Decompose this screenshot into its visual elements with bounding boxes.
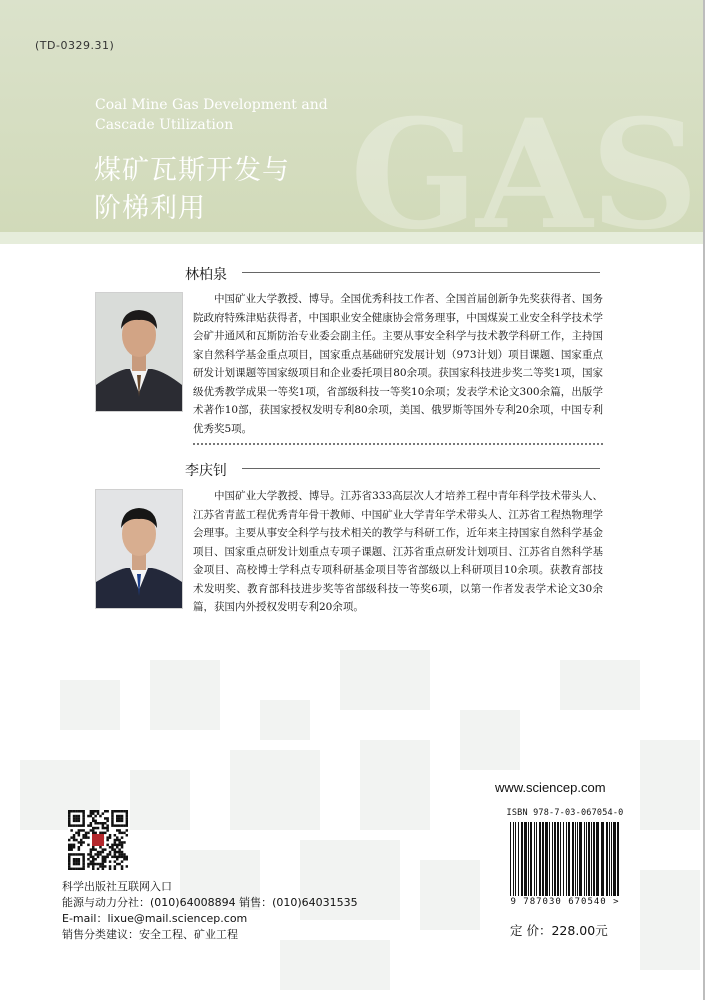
qr-code [68,810,128,870]
price-label: 定 价：228.00元 [510,923,608,938]
author-2-rule [242,468,600,469]
isbn-text: ISBN 978-7-03-067054-0 [506,808,624,818]
chinese-title-line-2: 阶梯利用 [94,193,206,224]
chinese-title-line-1: 煤矿瓦斯开发与 [94,155,290,186]
author-1-rule [242,272,600,273]
publisher-line-1: 科学出版社互联网入口 [62,880,172,893]
barcode-bars [509,822,621,896]
publisher-email: E-mail：lixue@mail.sciencep.com [62,912,248,925]
author-1-name: 林柏泉 [185,267,227,283]
author-1-photo [95,292,183,412]
author-2-name: 李庆钊 [185,463,227,479]
gas-watermark: GAS [350,87,697,263]
english-title-line-1: Coal Mine Gas Development and [95,97,328,113]
isbn-digits: 9 787030 670540 > [510,897,620,907]
isbn-barcode [500,808,630,910]
author-divider [193,443,603,445]
catalog-code: (TD-0329.31) [35,39,115,52]
publisher-website: www.sciencep.com [495,780,606,795]
author-1-bio: 中国矿业大学教授、博导。全国优秀科技工作者、全国首届创新争先奖获得者、国务院政府特殊津贴获得者，中国职业安全健康协会常务理事，中国煤炭工业安全科学技术学会矿井通风和瓦斯防治专业委会副主任。主要从事安全科学与技术教学科研工作，主持国家自然科学基金重点项目，国家重点基础研究发展计划（973计划）项目课题、国家重点研发计划课题等国家级项目和企业委托项目80余项。获国家科技进步奖二等奖1项，国家级优秀教学成果一等奖1项，省部级科技一等奖10余项；发表学术论文300余篇，出版学术著作10部，获国家授权发明专利80余项，美国、俄罗斯等国外专利20余项，中国专利优秀奖5项。 [193,293,603,435]
author-2-photo [95,489,183,609]
author-2-bio: 中国矿业大学教授、博导。江苏省333高层次人才培养工程中青年科学技术带头人、江苏省青蓝工程优秀青年骨干教师、中国矿业大学青年学术带头人、江苏省工程热物理学会理事。主要从事安全科学与技术相关的教学与科研工作，近年来主持国家自然科学基金项目、国家重点研发计划重点专项子课题、江苏省重点研发计划项目、江苏省自然科学基金项目、高校博士学科点专项科研基金项目等省部级以上科研项目10余项。获教育部技术发明奖、教育部科技进步奖等省部级科技一等奖6项，以第一作者发表学术论文30余篇，获国内外授权发明专利20余项。 [193,490,603,613]
sales-category: 销售分类建议：安全工程、矿业工程 [62,928,238,941]
english-title-line-2: Cascade Utilization [95,117,234,133]
publisher-line-2: 能源与动力分社：(010)64008894 销售：(010)64031535 [62,896,358,909]
